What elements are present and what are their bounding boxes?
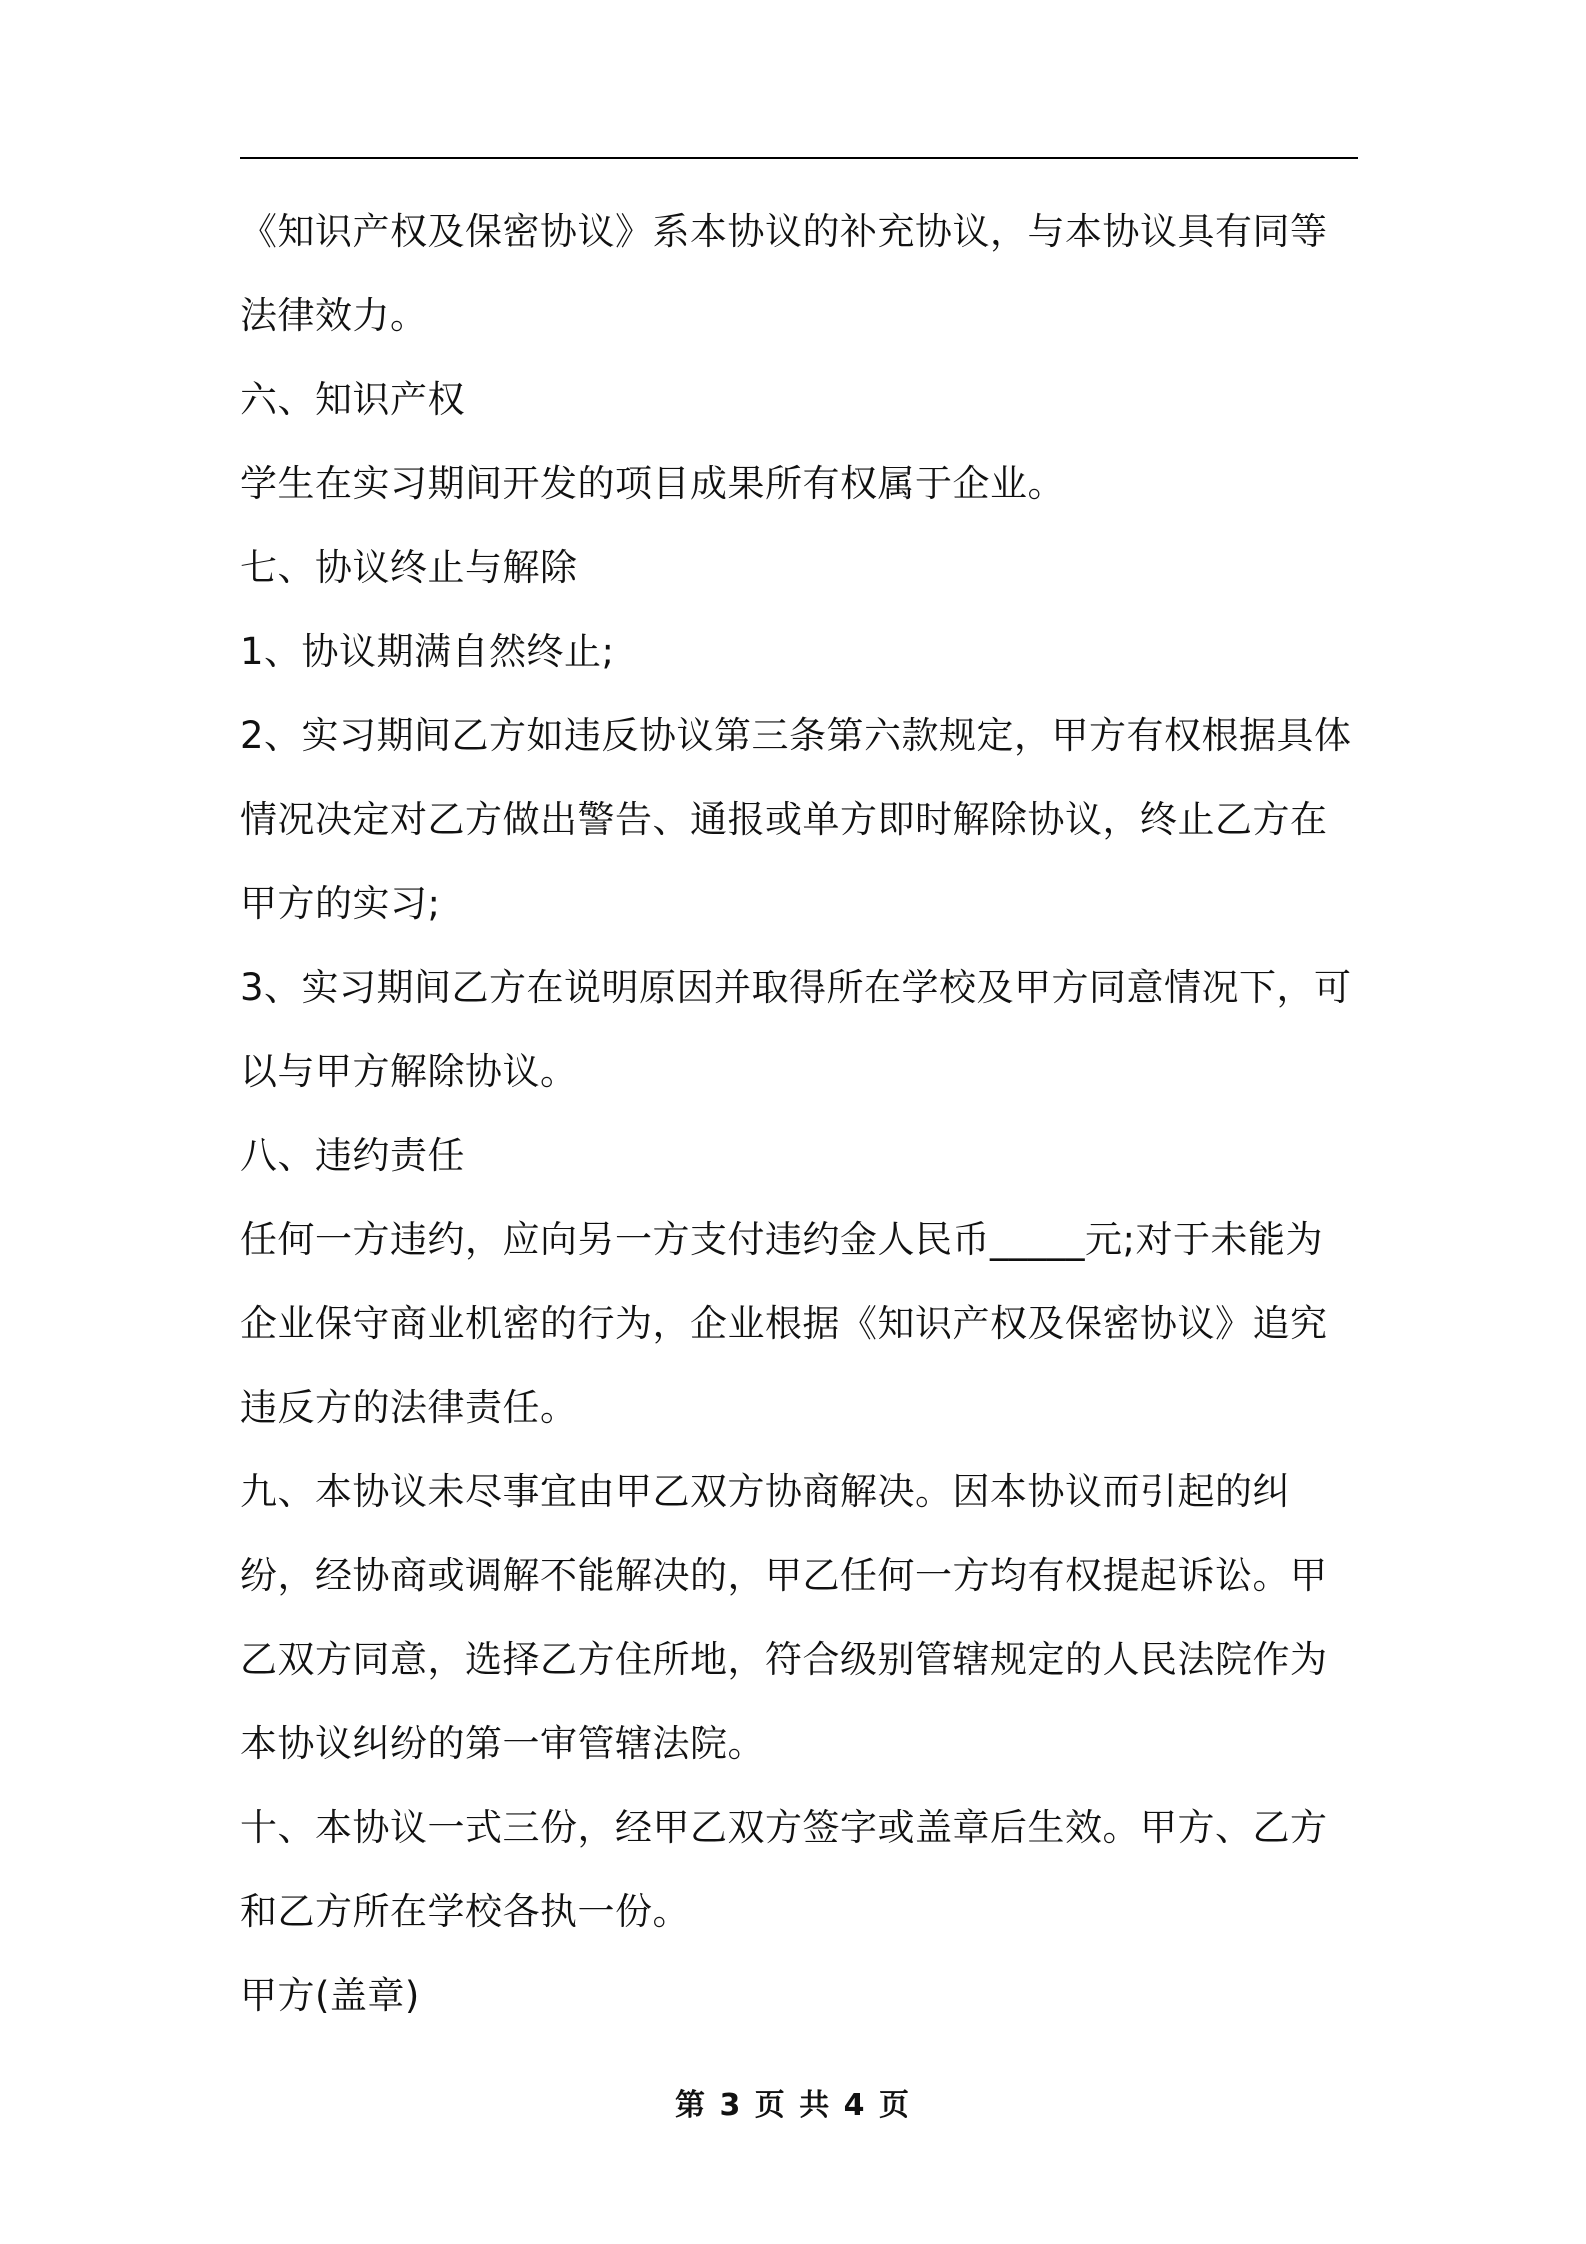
- clause-termination-2: 2、实习期间乙方如违反协议第三条第六款规定，甲方有权根据具体情况决定对乙方做出警告、通报或单方即时解除协议，终止乙方在甲方的实习;: [240, 714, 1352, 925]
- party-a-seal-label: 甲方(盖章): [240, 1974, 420, 2017]
- clause-termination-1: 1、协议期满自然终止;: [240, 630, 615, 673]
- clause-dispute-resolution: 九、本协议未尽事宜由甲乙双方协商解决。因本协议而引起的纠纷，经协商或调解不能解决的，甲乙任何一方均有权提起诉讼。甲乙双方同意，选择乙方住所地，符合级别管辖规定的人民法院作为本协议纠纷的第一审管辖法院。: [240, 1470, 1328, 1765]
- paragraph-ip-ownership: 学生在实习期间开发的项目成果所有权属于企业。: [240, 462, 1065, 505]
- heading-intellectual-property: 六、知识产权: [240, 378, 465, 421]
- paragraph-breach-liability: 任何一方违约，应向另一方支付违约金人民币_____元;对于未能为企业保守商业机密的行为，企业根据《知识产权及保密协议》追究违反方的法律责任。: [240, 1218, 1328, 1429]
- heading-termination: 七、协议终止与解除: [240, 546, 578, 589]
- document-body: [240, 190, 1358, 2038]
- heading-breach-liability: 八、违约责任: [240, 1134, 465, 1177]
- paragraph-supplementary-agreement: 《知识产权及保密协议》系本协议的补充协议，与本协议具有同等法律效力。: [240, 210, 1328, 337]
- clause-termination-3: 3、实习期间乙方在说明原因并取得所在学校及甲方同意情况下，可以与甲方解除协议。: [240, 966, 1352, 1093]
- header-rule: [240, 157, 1358, 159]
- clause-copies: 十、本协议一式三份，经甲乙双方签字或盖章后生效。甲方、乙方和乙方所在学校各执一份。: [240, 1806, 1328, 1933]
- page-number: 第 3 页 共 4 页: [675, 2088, 911, 2123]
